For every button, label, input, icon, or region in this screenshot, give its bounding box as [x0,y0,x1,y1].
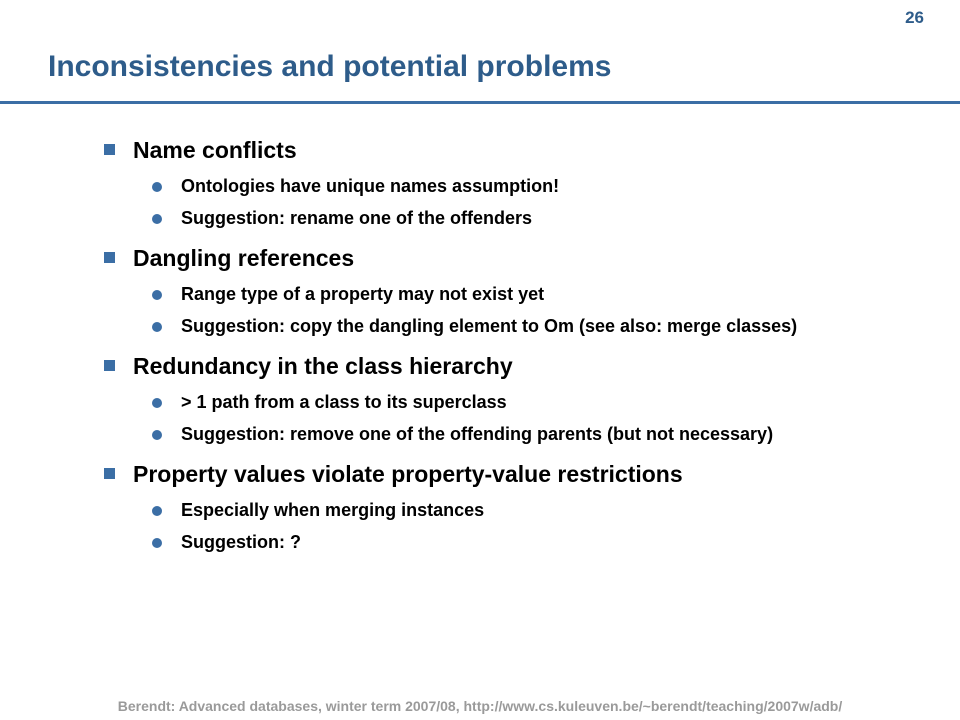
list-item [152,315,914,338]
list-item-text: Suggestion: remove one of the offending parents (but not necessary) [181,424,774,444]
list-item-text: Especially when merging instances [181,500,485,520]
bullet-content [104,134,914,566]
topic-redundancy [104,350,914,446]
dot-bullet-icon [152,398,162,408]
list-item [152,499,914,522]
list-item-text: Range type of a property may not exist yet [181,284,545,304]
list-item [152,531,914,554]
dot-bullet-icon [152,182,162,192]
dot-bullet-icon [152,538,162,548]
topic-label: Property values violate property-value restrictions [133,461,683,487]
square-bullet-icon [104,144,115,155]
topic-dangling-references [104,242,914,338]
dot-bullet-icon [152,322,162,332]
list-item [152,175,914,198]
topic-name-conflicts [104,134,914,230]
slide-title: Inconsistencies and potential problems [48,50,612,83]
list-item-text: > 1 path from a class to its superclass [181,392,507,412]
list-item-text: Suggestion: rename one of the offenders [181,208,533,228]
list-item [152,423,914,446]
topic-property-values [104,458,914,554]
title-divider [0,101,960,104]
list-item [152,283,914,306]
slide-number: 26 [905,8,924,27]
topic-label: Redundancy in the class hierarchy [133,353,513,379]
list-item [152,391,914,414]
topic-label: Name conflicts [133,137,297,163]
dot-bullet-icon [152,290,162,300]
topic-label: Dangling references [133,245,355,271]
list-item-text: Suggestion: ? [181,532,301,552]
list-item [152,207,914,230]
list-item-text: Suggestion: copy the dangling element to Om (see also: merge classes) [181,316,798,336]
dot-bullet-icon [152,430,162,440]
list-item-text: Ontologies have unique names assumption! [181,176,560,196]
square-bullet-icon [104,252,115,263]
square-bullet-icon [104,360,115,371]
square-bullet-icon [104,468,115,479]
slide-footer: Berendt: Advanced databases, winter term 2007/08, http://www.cs.kuleuven.be/~berendt/teaching/2007w/adb/ [117,698,843,714]
dot-bullet-icon [152,506,162,516]
dot-bullet-icon [152,214,162,224]
